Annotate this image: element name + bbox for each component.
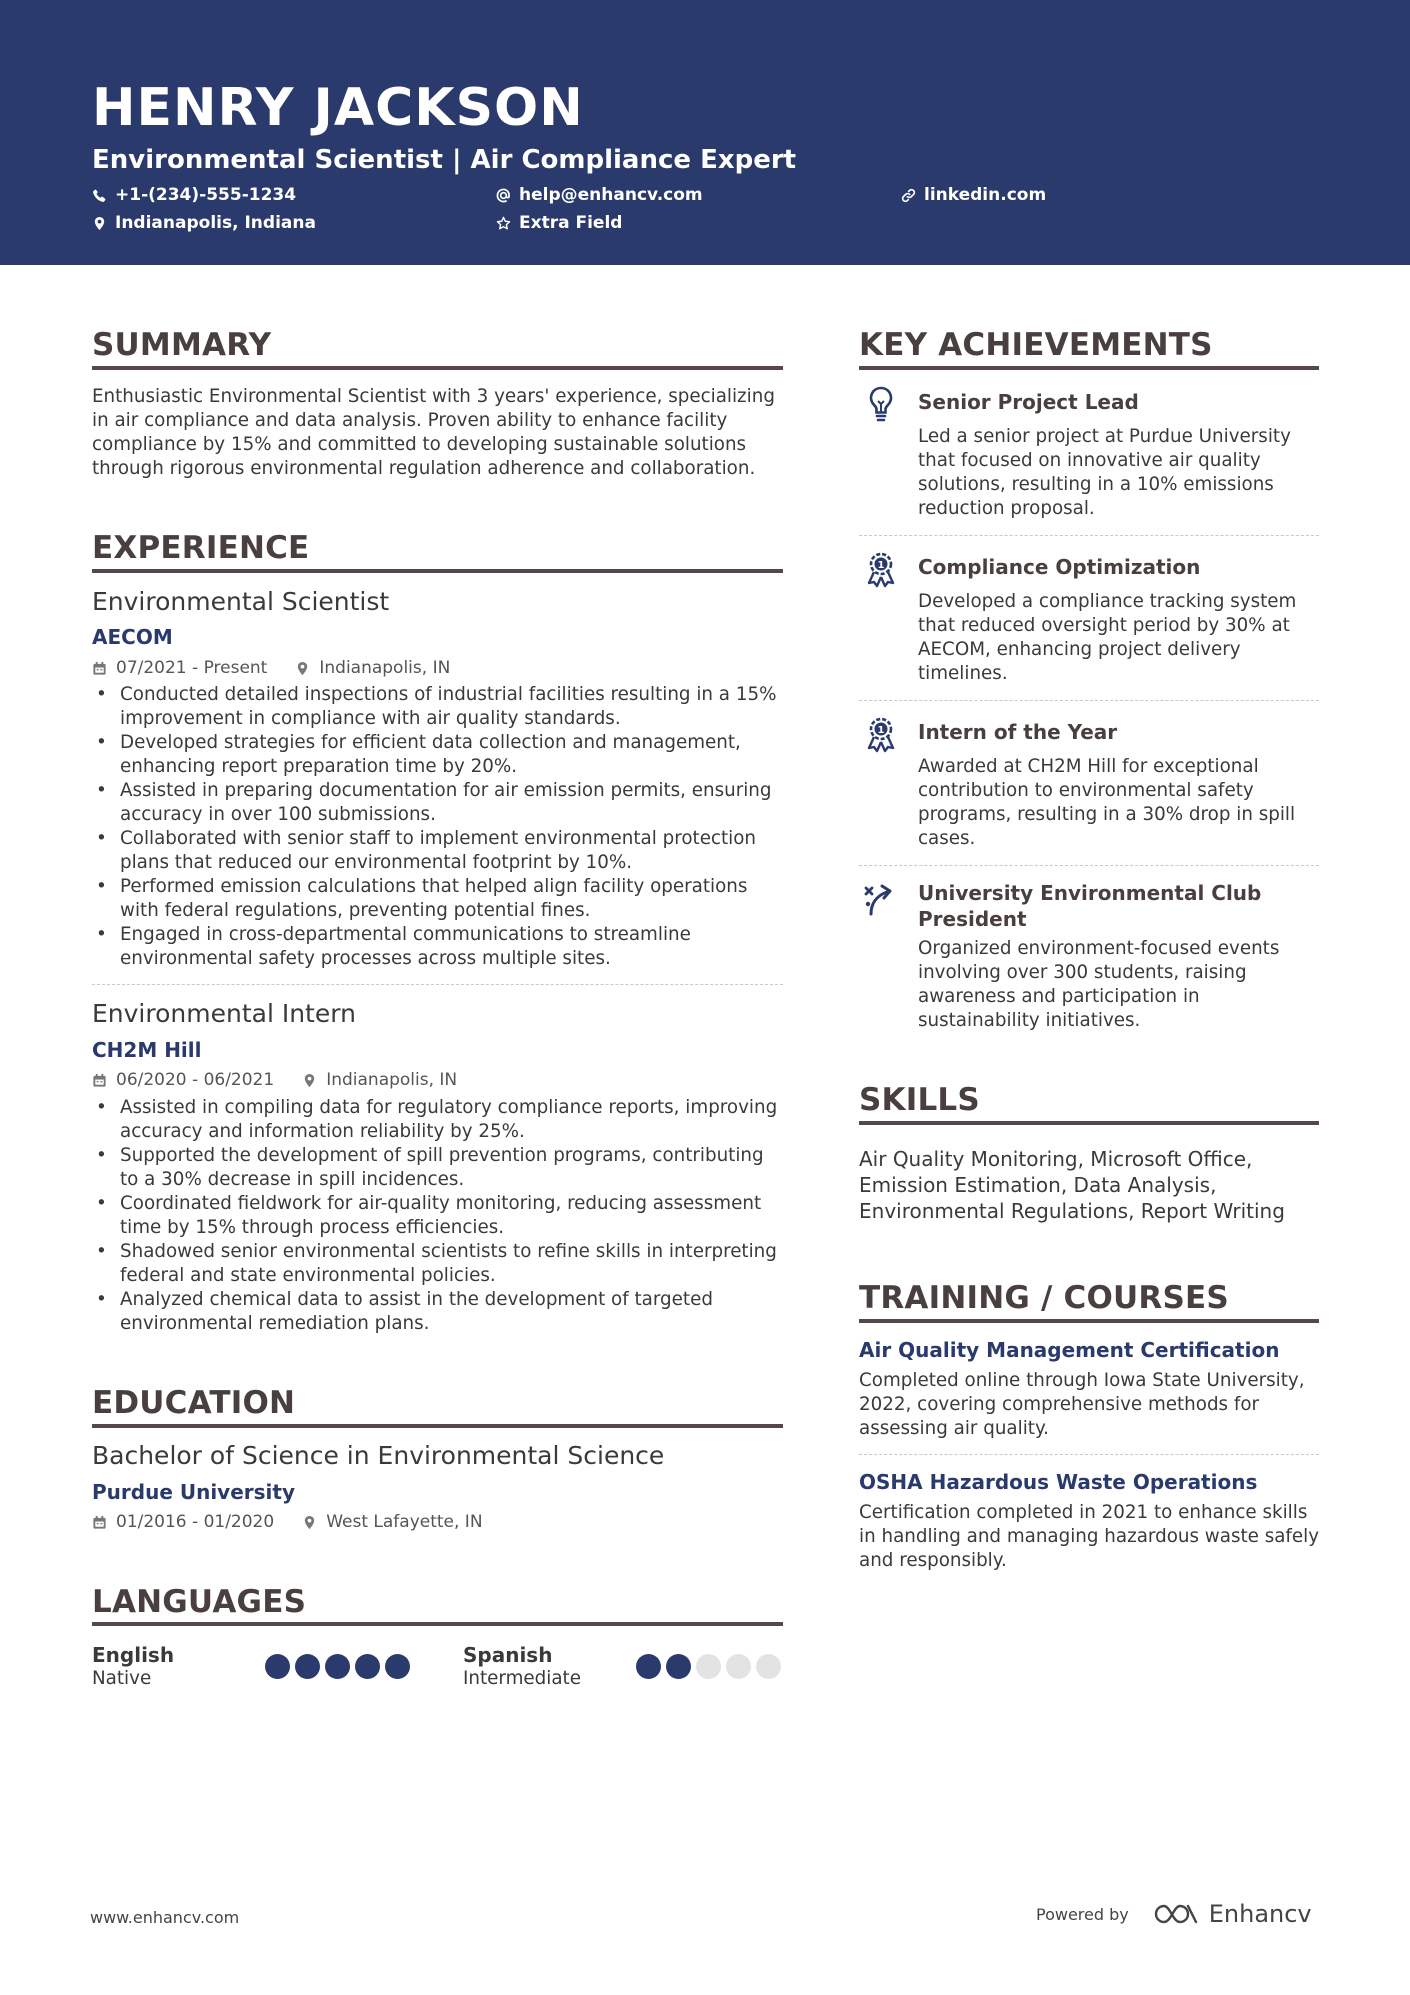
achievement-line: involving over 300 students, raising — [918, 962, 1247, 983]
bullet-line: accuracy in over 100 submissions. — [120, 804, 436, 825]
course-line: in handling and managing hazardous waste safely — [859, 1526, 1320, 1547]
job-meta — [92, 657, 783, 679]
lightbulb-icon — [864, 385, 898, 425]
course-line: and responsibly. — [859, 1550, 1007, 1571]
bullet-line: to a 30% decrease in spill incidences. — [120, 1169, 465, 1190]
achievement-title-line: University Environmental Club — [918, 881, 1262, 905]
bullet-line: time by 15% through process efficiencies. — [120, 1217, 505, 1238]
experience-heading: EXPERIENCE — [92, 530, 310, 566]
achievement-line: Awarded at CH2M Hill for exceptional — [918, 756, 1259, 777]
candidate-name: HENRY JACKSON — [92, 78, 584, 138]
section-divider — [92, 1622, 783, 1626]
achievements-heading: KEY ACHIEVEMENTS — [859, 327, 1213, 363]
section-divider — [92, 569, 783, 573]
language-name: English — [92, 1643, 175, 1667]
rating-dot — [636, 1654, 661, 1679]
bullet-line: federal and state environmental policies. — [120, 1265, 496, 1286]
award-medal-icon — [864, 715, 898, 755]
rating-dot — [756, 1654, 781, 1679]
achievement-title: Intern of the Year — [918, 720, 1118, 744]
phone-text: +1-(234)-555-1234 — [115, 185, 297, 205]
skills-heading: SKILLS — [859, 1082, 980, 1118]
bullet-item — [92, 1144, 783, 1192]
bullet-item — [92, 779, 783, 827]
bullet-line: accuracy and information reliability by 25%. — [120, 1121, 525, 1142]
achievement-desc — [918, 937, 1308, 1033]
rating-dot — [295, 1654, 320, 1679]
achievement-line: Developed a compliance tracking system — [918, 591, 1297, 612]
bullet-line: • Supported the development of spill prevention programs, contributing — [120, 1145, 764, 1166]
strategy-arrow-icon — [862, 880, 896, 920]
brand-name: Enhancv — [1208, 1900, 1312, 1928]
summary-line: through rigorous environmental regulation adherence and collaboration. — [92, 458, 756, 479]
svg-text:1: 1 — [877, 560, 885, 571]
bullet-line: • Assisted in compiling data for regulatory compliance reports, improving — [120, 1097, 778, 1118]
location-pin-icon — [302, 1515, 317, 1530]
rating-dot — [696, 1654, 721, 1679]
email-text: help@enhancv.com — [519, 185, 703, 205]
achievement-title: Compliance Optimization — [918, 555, 1201, 579]
job-dates: 06/2020 - 06/2021 — [116, 1070, 275, 1090]
skills-line: Emission Estimation, Data Analysis, — [859, 1173, 1217, 1197]
education-location: West Lafayette, IN — [326, 1512, 483, 1532]
section-divider — [92, 366, 783, 370]
language-rating — [265, 1654, 410, 1679]
skills-line: Environmental Regulations, Report Writing — [859, 1199, 1285, 1223]
rating-dot — [385, 1654, 410, 1679]
brand-logo[interactable] — [1153, 1900, 1312, 1928]
company-name: CH2M Hill — [92, 1038, 202, 1062]
skills-line: Air Quality Monitoring, Microsoft Office, — [859, 1147, 1253, 1171]
job-location: Indianapolis, IN — [319, 658, 451, 678]
location-pin-icon — [92, 216, 107, 231]
rating-dot — [265, 1654, 290, 1679]
extra-text: Extra Field — [519, 213, 623, 233]
course-line: assessing air quality. — [859, 1418, 1049, 1439]
summary-text — [92, 385, 783, 481]
rating-dot — [355, 1654, 380, 1679]
contact-linkedin[interactable] — [901, 184, 1046, 206]
summary-line: compliance by 15% and committed to developing sustainable solutions — [92, 434, 747, 455]
achievement-title — [918, 880, 1261, 932]
education-meta — [92, 1511, 783, 1533]
link-icon — [901, 188, 916, 203]
resume-header — [0, 0, 1410, 265]
job-location: Indianapolis, IN — [326, 1070, 458, 1090]
phone-icon — [92, 188, 107, 203]
bullet-line: • Assisted in preparing documentation for air emission permits, ensuring — [120, 780, 772, 801]
section-divider — [859, 366, 1319, 370]
achievement-line: contribution to environmental safety — [918, 780, 1254, 801]
footer-branding — [1036, 1900, 1312, 1928]
course-title: OSHA Hazardous Waste Operations — [859, 1470, 1258, 1494]
bullet-line: enhancing report preparation time by 20%. — [120, 756, 518, 777]
entry-separator — [859, 535, 1319, 536]
summary-line: Enthusiastic Environmental Scientist with 3 years' experience, specializing — [92, 386, 775, 407]
footer-website[interactable]: www.enhancv.com — [90, 1908, 240, 1927]
bullet-item — [92, 875, 783, 923]
achievement-line: Organized environment-focused events — [918, 938, 1280, 959]
job-dates: 07/2021 - Present — [116, 658, 268, 678]
section-divider — [92, 1424, 783, 1428]
calendar-icon — [92, 661, 107, 676]
bullet-item — [92, 1240, 783, 1288]
bullet-item — [92, 683, 783, 731]
bullet-item — [92, 1192, 783, 1240]
bullet-line: • Engaged in cross-departmental communications to streamline — [120, 924, 691, 945]
school-name: Purdue University — [92, 1480, 295, 1504]
course-desc — [859, 1369, 1319, 1441]
calendar-icon — [92, 1073, 107, 1088]
bullet-line: • Developed strategies for efficient data collection and management, — [120, 732, 741, 753]
skills-list — [859, 1146, 1319, 1224]
entry-separator — [859, 700, 1319, 701]
location-pin-icon — [302, 1073, 317, 1088]
achievement-line: Led a senior project at Purdue University — [918, 426, 1291, 447]
bullet-item — [92, 731, 783, 779]
education-heading: EDUCATION — [92, 1385, 296, 1421]
bullet-item — [92, 827, 783, 875]
powered-by-text: Powered by — [1036, 1904, 1129, 1924]
bullet-item — [92, 923, 783, 971]
bullet-line: plans that reduced our environmental footprint by 10%. — [120, 852, 633, 873]
achievement-desc — [918, 425, 1308, 521]
svg-text:1: 1 — [877, 725, 885, 736]
linkedin-text: linkedin.com — [924, 185, 1047, 205]
section-divider — [859, 1121, 1319, 1125]
course-title: Air Quality Management Certification — [859, 1338, 1280, 1362]
language-name: Spanish — [463, 1643, 553, 1667]
entry-separator — [859, 1454, 1319, 1455]
training-heading: TRAINING / COURSES — [859, 1280, 1229, 1316]
entry-separator — [92, 984, 783, 985]
achievement-title-line: President — [918, 907, 1027, 931]
contact-phone[interactable] — [92, 184, 296, 206]
achievement-line: sustainability initiatives. — [918, 1010, 1141, 1031]
at-icon — [496, 188, 511, 203]
bullet-line: improvement in compliance with air quality standards. — [120, 708, 621, 729]
achievement-line: reduction proposal. — [918, 498, 1095, 519]
summary-line: in air compliance and data analysis. Proven ability to enhance facility — [92, 410, 728, 431]
contact-extra — [496, 212, 622, 234]
bullet-line: • Collaborated with senior staff to implement environmental protection — [120, 828, 757, 849]
achievement-line: awareness and participation in — [918, 986, 1200, 1007]
bullet-item — [92, 1096, 783, 1144]
bullet-line: • Analyzed chemical data to assist in the development of targeted — [120, 1289, 713, 1310]
achievement-line: AECOM, enhancing project delivery — [918, 639, 1241, 660]
degree-title: Bachelor of Science in Environmental Science — [92, 1441, 665, 1470]
course-line: 2022, covering comprehensive methods for — [859, 1394, 1260, 1415]
calendar-icon — [92, 1515, 107, 1530]
summary-heading: SUMMARY — [92, 327, 272, 363]
course-line: Completed online through Iowa State University, — [859, 1370, 1305, 1391]
job-title: Environmental Scientist — [92, 587, 390, 616]
star-icon — [496, 216, 511, 231]
course-line: Certification completed in 2021 to enhance skills — [859, 1502, 1308, 1523]
bullet-line: • Coordinated fieldwork for air-quality monitoring, reducing assessment — [120, 1193, 762, 1214]
section-divider — [859, 1319, 1319, 1323]
contact-email[interactable] — [496, 184, 703, 206]
achievement-line: that focused on innovative air quality — [918, 450, 1261, 471]
achievement-line: that reduced oversight period by 30% at — [918, 615, 1290, 636]
job-title: Environmental Intern — [92, 999, 356, 1028]
contact-location — [92, 212, 316, 234]
company-name: AECOM — [92, 625, 173, 649]
bullet-line: with federal regulations, preventing potential fines. — [120, 900, 591, 921]
location-pin-icon — [295, 661, 310, 676]
achievement-line: timelines. — [918, 663, 1008, 684]
achievement-line: solutions, resulting in a 10% emissions — [918, 474, 1274, 495]
rating-dot — [726, 1654, 751, 1679]
award-medal-icon — [864, 550, 898, 590]
bullet-line: • Conducted detailed inspections of industrial facilities resulting in a 15% — [120, 684, 777, 705]
bullet-item — [92, 1288, 783, 1336]
achievement-desc — [918, 590, 1308, 686]
course-desc — [859, 1501, 1319, 1573]
bullet-line: environmental safety processes across multiple sites. — [120, 948, 611, 969]
bullet-line: environmental remediation plans. — [120, 1313, 430, 1334]
language-level: Intermediate — [463, 1668, 581, 1689]
job-meta — [92, 1069, 783, 1091]
languages-heading: LANGUAGES — [92, 1584, 307, 1620]
enhancv-logo-icon — [1153, 1901, 1199, 1927]
bullet-line: • Shadowed senior environmental scientists to refine skills in interpreting — [120, 1241, 777, 1262]
bullet-line: • Performed emission calculations that helped align facility operations — [120, 876, 748, 897]
education-dates: 01/2016 - 01/2020 — [116, 1512, 275, 1532]
achievement-line: cases. — [918, 828, 976, 849]
job-bullets — [92, 1096, 783, 1336]
language-rating — [636, 1654, 781, 1679]
rating-dot — [666, 1654, 691, 1679]
language-level: Native — [92, 1668, 152, 1689]
rating-dot — [325, 1654, 350, 1679]
candidate-title: Environmental Scientist | Air Compliance Expert — [92, 145, 797, 175]
location-text: Indianapolis, Indiana — [115, 213, 316, 233]
achievement-desc — [918, 755, 1308, 851]
entry-separator — [859, 865, 1319, 866]
job-bullets — [92, 683, 783, 971]
achievement-title: Senior Project Lead — [918, 390, 1139, 414]
achievement-line: programs, resulting in a 30% drop in spill — [918, 804, 1296, 825]
